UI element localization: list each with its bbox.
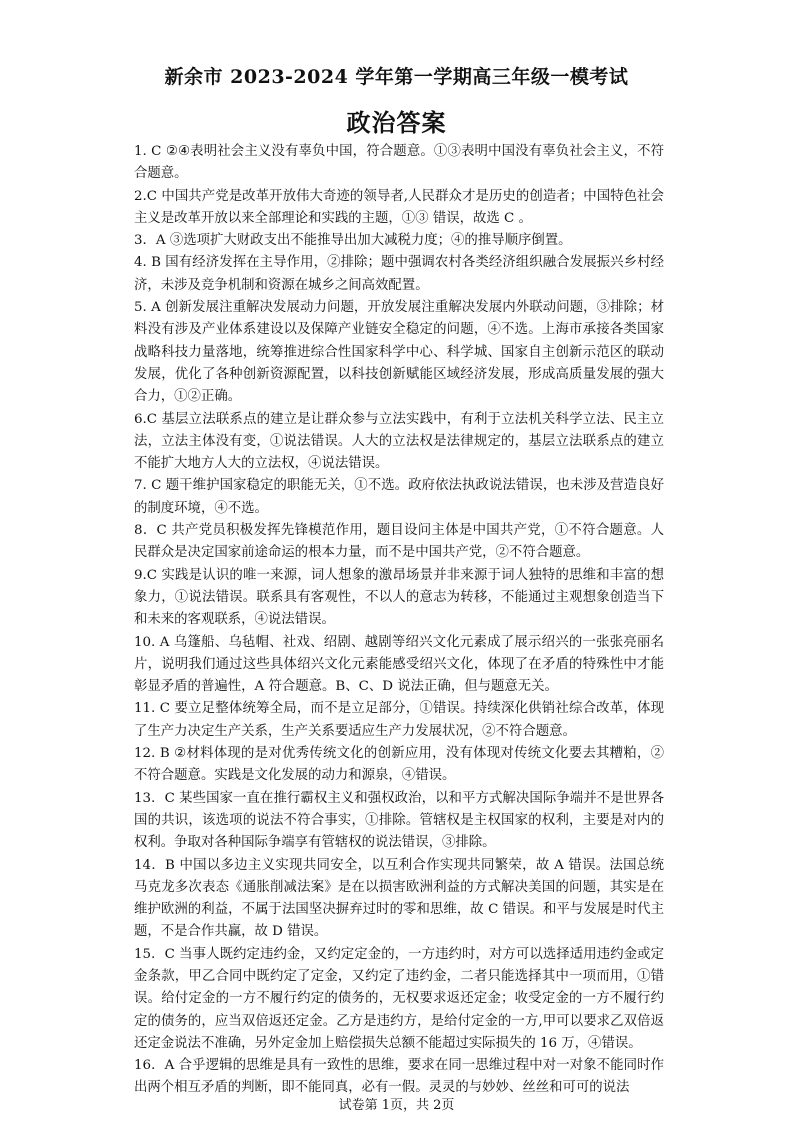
answer-item-4: 4. B 国有经济发挥在主导作用，②排除；题中强调农村各类经济组织融合发展振兴乡村经济，未涉及竞争机制和资源在城乡之间高效配置。 (134, 255, 664, 293)
answer-item-3: 3．A ③选项扩大财政支出不能推导出加大减税力度；④的推导顺序倒置。 (134, 233, 572, 249)
exam-title: 新余市 2023-2024 学年第一学期高三年级一模考试 (164, 66, 629, 88)
answer-item-9: 9.C 实践是认识的唯一来源，词人想象的激昂场景并非来源于词人独特的思维和丰富的想象力，①说法错误。联系具有客观性，不以人的意志为转移，不能通过主观想象创造当下和未来的客观联系，④说法错误。 (134, 567, 664, 628)
answer-item-16: 16．A 合乎逻辑的思维是具有一致性的思维，要求在同一思维过程中对一对象不能同时作出两个相互矛盾的判断，即不能同真，必有一假。灵灵的与妙妙、丝丝和可可的说法 (134, 1058, 664, 1096)
answer-list (134, 141, 664, 1100)
answer-item-15: 15．C 当事人既约定违约金，又约定定金的，一方违约时，对方可以选择适用违约金或定金条款，甲乙合同中既约定了定金，又约定了违约金，二者只能选择其中一项而用，①错误。给付定金的一方不履行约定的债务的，无权要求返还定金；收受定金的一方不履行约定的债务的，应当双倍返还定金。乙方是违约方，是给付定金的一方,甲可以要求乙双倍返还定金说法不准确，另外定金加上赔偿损失总额不能超过实际损失的 16 万，④错误。 (134, 946, 664, 1051)
answer-item-5: 5. A 创新发展注重解决发展动力问题，开放发展注重解决发展内外联动问题，③排除；材料没有涉及产业体系建设以及保障产业链安全稳定的问题，④不选。上海市承接各类国家战略科技力量落地，统筹推进综合性国家科学中心、科学城、国家自主创新示范区的联动发展，优化了各种创新资源配置，以科技创新赋能区域经济发展，形成高质量发展的强大合力，①②正确。 (134, 300, 664, 405)
answer-item-1: 1. C ②④表明社会主义没有辜负中国，符合题意。①③表明中国没有辜负社会主义，不符合题意。 (134, 144, 664, 182)
answer-item-13: 13．C 某些国家一直在推行霸权主义和强权政治，以和平方式解决国际争端并不是世界各国的共识，该选项的说法不符合事实，①排除。管辖权是主权国家的权利，主要是对内的权利。争取对各种国际争端享有管辖权的说法错误，③排除。 (134, 790, 664, 851)
answer-heading: 政治答案 (346, 108, 447, 137)
answer-item-8: 8．C 共产党员积极发挥先锋模范作用，题目设问主体是中国共产党，①不符合题意。人民群众是决定国家前途命运的根本力量，而不是中国共产党，②不符合题意。 (134, 523, 664, 561)
answer-item-10: 10. A 乌篷船、乌毡帽、社戏、绍剧、越剧等绍兴文化元素成了展示绍兴的一张张亮丽名片，说明我们通过这些具体绍兴文化元素能感受绍兴文化，体现了在矛盾的特殊性中才能彰显矛盾的普遍性，A 符合题意。B、C、D 说法正确，但与题意无关。 (134, 634, 664, 695)
page-footer: 试卷第 1页，共 2页 (338, 1098, 455, 1113)
answer-item-14: 14．B 中国以多边主义实现共同安全，以互利合作实现共同繁荣，故 A 错误。法国总统马克龙多次表态《通胀削减法案》是在以损害欧洲利益的方式解决美国的问题，其实是在维护欧洲的利益，不属于法国坚决摒弃过时的零和思维，故 C 错误。和平与发展是时代主题，不是合作共赢，故 D 错误。 (134, 857, 664, 940)
answer-item-2: 2.C 中国共产党是改革开放伟大奇迹的领导者,人民群众才是历史的创造者；中国特色社会主义是改革开放以来全部理论和实践的主题，①③ 错误，故选 C 。 (134, 188, 664, 226)
answer-item-7: 7. C 题干维护国家稳定的职能无关，①不选。政府依法执政说法错误，也未涉及营造良好的制度环境，④不选。 (134, 478, 664, 516)
answer-item-6: 6.C 基层立法联系点的建立是让群众参与立法实践中，有利于立法机关科学立法、民主立法，立法主体没有变，①说法错误。人大的立法权是法律规定的，基层立法联系点的建立不能扩大地方人大的立法权，④说法错误。 (134, 411, 664, 472)
answer-item-12: 12. B ②材料体现的是对优秀传统文化的创新应用，没有体现对传统文化要去其糟粕，②不符合题意。实践是文化发展的动力和源泉，④错误。 (134, 746, 664, 784)
answer-item-11: 11. C 要立足整体统筹全局，而不是立足部分，①错误。持续深化供销社综合改革，体现了生产力决定生产关系，生产关系要适应生产力发展状况，②不符合题意。 (134, 701, 664, 739)
